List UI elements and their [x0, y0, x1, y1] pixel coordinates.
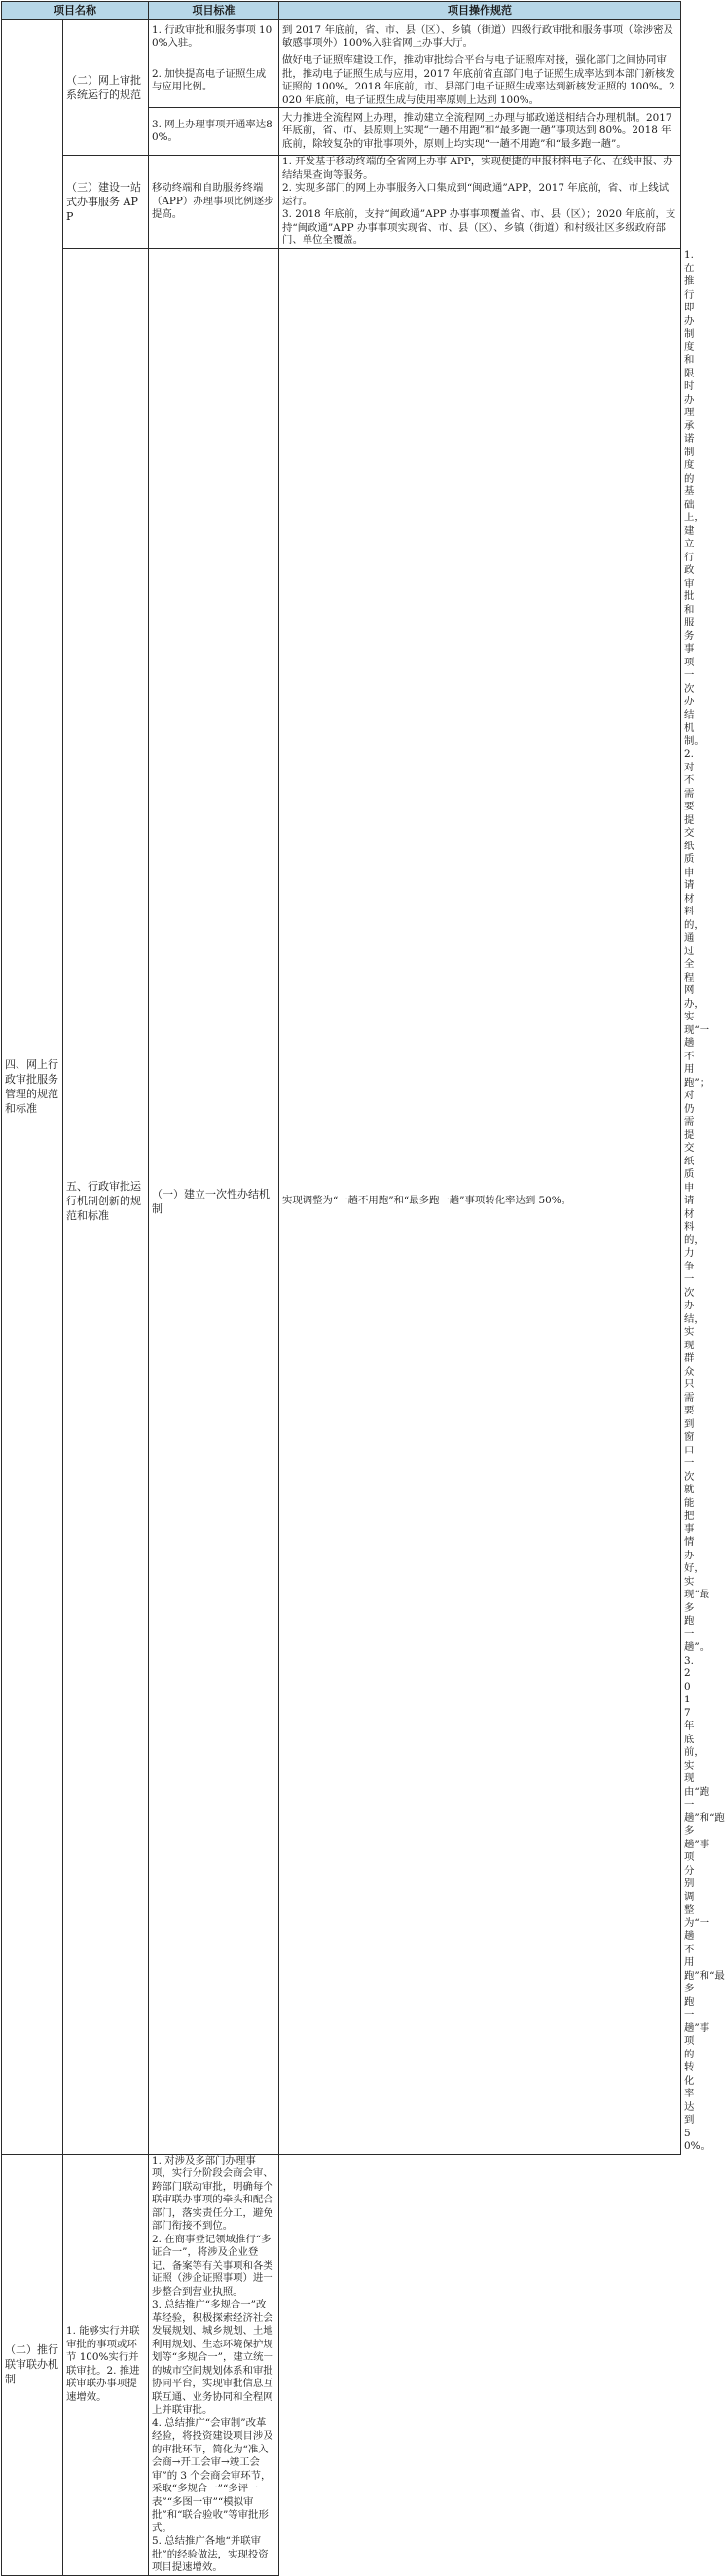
operation-line: 3. 总结推广“多规合一”改革经验，积极探索经济社会发展规划、城乡规划、土地利用规划、生态环境保护规划等“多规合一”，建立统一的城市空间规划体系和审批协同平台，实现审批信息互联互通、业务协同和全程网上并联审批。 — [152, 2299, 273, 2415]
header-project-name: 项目名称 — [2, 2, 149, 20]
regulation-table — [1, 1, 725, 2576]
standard-cell: 移动终端和自助服务终端（APP）办理事项比例逐步提高。 — [149, 156, 279, 249]
standard-cell: 1. 能够实行并联审批的事项或环节 100%实行并联审批。2. 推进联审联办事项提速增效。 — [63, 2154, 149, 2575]
table-header-row — [2, 2, 681, 20]
operation-line: 2. 在商事登记领域推行“多证合一”，将涉及企业登记、备案等有关事项和各类证照（涉企证照事项）进一步整合到营业执照。 — [152, 2233, 273, 2298]
operation-line: 到 2017 年底前，省、市、县（区）、乡镇（街道）四级行政审批和服务事项（除涉密及敏感事项外）100%入驻省网上办事大厅。 — [282, 23, 673, 49]
operation-line: 5. 总结推广各地“并联审批”的经验做法，实现投资项目提速增效。 — [152, 2535, 269, 2573]
operation-cell — [279, 54, 681, 108]
table-row: 五、行政审批运行机制创新的规范和标准 （一）建立一次性办结机制 实现调整为“一趟不用跑”和“最多跑一趟”事项转化率达到 50%。 1. 在推行即办制度和限时办理承诺制度的基础上，建立行政审批和服务事项一次办结机制。 2. 对不需要提交纸质申请材料的，通过全程网办，实现“一趟不用跑”；对仍需提交纸质申请材料的，力争一次办结，实现群众只需要到窗口一次就能把事情办好，实现“最多跑一趟”。 3. 2017 年底前，实现由“跑一趟”和“跑多趟”事项分别调整为“一趟不用跑”和“最多跑一趟”事项的转化率达到 50%。 — [2, 249, 681, 2155]
operation-cell — [279, 108, 681, 156]
operation-line: 1. 对涉及多部门办理事项，实行分阶段会商会审、跨部门联动审批，明确每个联审联办事项的牵头和配合部门，落实责任分工，避免部门衔接不到位。 — [152, 2154, 273, 2232]
operation-line: 3. 2018 年底前，支持“闽政通”APP 办事事项覆盖省、市、县（区）；2020 年底前，支持“闽政通”APP 办事事项实现省、市、县（区）、乡镇（街道）和村级社区多级政府部门、单位全覆盖。 — [282, 208, 676, 247]
operation-line: 1. 开发基于移动终端的全省网上办事 APP，实现便捷的申报材料电子化、在线申报、办结结果查询等服务。 — [282, 156, 673, 181]
table-row — [2, 2154, 681, 2575]
standard-cell: 3. 网上办理事项开通率达80%。 — [149, 108, 279, 156]
operation-cell — [279, 20, 681, 54]
header-operation-spec: 项目操作规范 — [279, 2, 681, 20]
item-name-cell: （一）建立一次性办结机制 — [149, 249, 279, 2155]
header-project-standard: 项目标准 — [149, 2, 279, 20]
table-row — [2, 156, 681, 249]
operation-cell — [279, 156, 681, 249]
item-name-cell: （二）网上审批系统运行的规范 — [63, 20, 149, 156]
operation-line: 4. 总结推广“会审制”改革经验，将投资建设项目涉及的审批环节，简化为“准入会商→开工会审→竣工会审”的 3 个会商会审环节，采取“多规合一”“多评一表”“多图一审”“模拟审批”和“联合验收”等审批形式。 — [152, 2416, 273, 2534]
standard-cell: 1. 行政审批和服务事项 100%入驻。 — [149, 20, 279, 54]
table-row — [2, 20, 681, 54]
standard-cell: 2. 加快提高电子证照生成与应用比例。 — [149, 54, 279, 108]
standard-cell: 实现调整为“一趟不用跑”和“最多跑一趟”事项转化率达到 50%。 — [279, 249, 681, 2155]
category-cell: 四、网上行政审批服务管理的规范和标准 — [2, 20, 63, 2155]
operation-line: 2. 实现多部门的网上办事服务入口集成到“闽政通”APP，2017 年底前，省、市上线试运行。 — [282, 182, 670, 207]
operation-line: 做好电子证照库建设工作，推动审批综合平台与电子证照库对接，强化部门之间协同审批，推动电子证照生成与应用，2017 年底前省直部门电子证照生成率达到本部门新核发证照的 100%。2018 年底前，市、县部门电子证照生成率达到新核发证照的 100%。2020 年底前，电子证照生成与使用率原则上达到 100%。 — [282, 54, 675, 106]
category-cell: 五、行政审批运行机制创新的规范和标准 — [63, 249, 149, 2155]
operation-cell — [149, 2154, 279, 2575]
operation-line: 大力推进全流程网上办理，推动建立全流程网上办理与邮政递送相结合办理机制。2017 年底前，省、市、县原则上实现“一趟不用跑”和“最多跑一趟”事项达到 80%。2018 年底前，除较复杂的审批事项外，原则上均实现“一趟不用跑”和“最多跑一趟”。 — [282, 111, 672, 150]
item-name-cell: （三）建设一站式办事服务 APP — [63, 156, 149, 249]
item-name-cell: （二）推行联审联办机制 — [2, 2154, 63, 2575]
